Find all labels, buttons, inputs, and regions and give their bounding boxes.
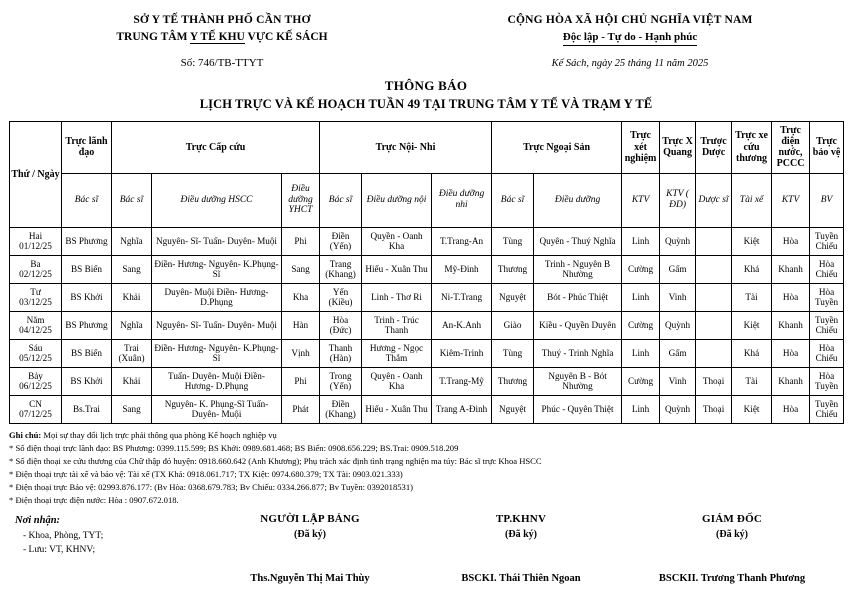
cell-cc-bacsi: Sang [112,255,152,283]
document-header [18,0,834,72]
note-line-2: * Số điện thoại xe cứu thương của Chữ thập đỏ huyện: 0918.660.642 (Anh Khương); Phụ trách xác định tình trạng nghiện ma túy: Bác sĩ trực Khoa HSCC [9,455,542,466]
cell-duoc [696,283,732,311]
cell-ngoaisan-bacsi: Thương [492,367,534,395]
cell-day-date [10,395,62,423]
department-name: SỞ Y TẾ THÀNH PHỐ CẦN THƠ [133,14,311,26]
preparer-name: Ths.Nguyễn Thị Mai Thùy [250,572,370,584]
table-row [10,339,844,367]
cell-cc-bacsi: Khải [112,283,152,311]
cell-duoc: Thoại [696,395,732,423]
cell-cc-dd-hscc: Điền- Hương- Nguyên- K.Phụng- Sĩ [152,255,282,283]
cell-dien-nuoc: Khanh [772,311,810,339]
cell-dien-nuoc: Hòa [772,339,810,367]
cell-xet-nghiem: Cường [622,367,660,395]
cell-cc-bacsi: Trai (Xuân) [112,339,152,367]
cell-ngoaisan-bacsi: Nguyệt [492,283,534,311]
schedule-table-body [10,227,844,423]
cell-ngoaisan-dd: Bót - Phúc Thiệt [534,283,622,311]
cell-noinhi-bacsi: Hòa (Đức) [320,311,362,339]
cell-noinhi-bacsi: Điền (Yến) [320,227,362,255]
cell-xe-cuu-thuong: Khá [732,255,772,283]
cell-noinhi-dd-nhi: T.Trang-Mỹ [432,367,492,395]
subheader-13: KTV [772,173,810,227]
subheader-4: Bác sĩ [320,173,362,227]
header-left-block [18,12,426,72]
cell-bao-ve: Hòa Chiếu [810,339,844,367]
cell-noinhi-dd-noi: Hiếu - Xuân Thu [362,255,432,283]
preparer-signed: (Đã ký) [294,528,326,540]
recipient-item-1: - Lưu: VT, KHNV; [23,544,96,555]
khnv-title: TP.KHNV [495,512,547,525]
cell-cc-dd-yhct: Vịnh [282,339,320,367]
cell-noinhi-dd-nhi: Trang A-Đinh [432,395,492,423]
cell-cc-dd-hscc: Điền- Hương- Nguyên- K.Phụng- Sĩ [152,339,282,367]
note-line-0 [9,429,843,442]
cell-xquang: Gấm [660,339,696,367]
subheader-3: Điều dưỡng YHCT [282,173,320,227]
day-name: Sáu [28,342,43,353]
cell-noinhi-dd-nhi: An-K.Anh [432,311,492,339]
cell-cc-dd-yhct: Hàn [282,311,320,339]
table-row [10,283,844,311]
day-name: CN [29,398,42,409]
signature-column-khnv [421,513,621,584]
cell-bao-ve: Hòa Tuyền [810,367,844,395]
duty-schedule-table [9,121,844,424]
cell-dien-nuoc: Khanh [772,255,810,283]
center-name [18,29,426,46]
day-name: Năm [26,314,45,325]
page-title: THÔNG BÁO [384,77,468,93]
cell-ngoaisan-bacsi: Tùng [492,227,534,255]
cell-cc-bacsi: Nghĩa [112,311,152,339]
signature-column-preparer [199,513,421,584]
cell-bao-ve: Tuyền Chiếu [810,227,844,255]
cell-noinhi-bacsi: Yến (Kiều) [320,283,362,311]
cell-cc-dd-yhct: Sang [282,255,320,283]
cell-cc-dd-yhct: Phi [282,227,320,255]
cell-day-date [10,227,62,255]
cell-lanh-dao: BS Phương [62,227,112,255]
national-motto-wrap [426,29,834,47]
cell-noinhi-dd-nhi: Kiêm-Trinh [432,339,492,367]
day-date: 02/12/25 [19,269,52,280]
khnv-name: BSCKI. Thái Thiên Ngoan [461,572,581,584]
subheader-2: Điều dưỡng HSCC [152,173,282,227]
recipients-block [9,513,199,557]
cell-lanh-dao: BS Phương [62,311,112,339]
cell-xquang: Quỳnh [660,395,696,423]
cell-ngoaisan-dd: Quyên - Thuý Nghĩa [534,227,622,255]
cell-cc-dd-hscc: Nguyên- Sĩ- Tuấn- Duyên- Muội [152,227,282,255]
cell-duoc [696,255,732,283]
day-name: Hai [28,230,43,241]
table-header-group-row [10,121,844,173]
director-name: BSCKII. Trương Thanh Phương [658,572,806,584]
signature-section [9,513,843,584]
notes-intro: Mọi sự thay đổi lịch trực phải thông qua phòng Kế hoạch nghiệp vụ [41,429,277,440]
header-day: Thứ / Ngày [10,121,62,227]
cell-bao-ve: Tuyền Chiếu [810,311,844,339]
header-group-x-quang: Trực X Quang [660,121,696,173]
national-motto: Độc lập - Tự do - Hạnh phúc [563,29,697,47]
cell-xquang: Quỳnh [660,227,696,255]
cell-noinhi-bacsi: Trang (Khang) [320,255,362,283]
cell-bao-ve: Tuyền Chiếu [810,395,844,423]
cell-noinhi-dd-nhi: Mỹ-Đinh [432,255,492,283]
cell-ngoaisan-bacsi: Tùng [492,339,534,367]
cell-bao-ve: Hòa Tuyền [810,283,844,311]
cell-duoc [696,227,732,255]
table-row [10,367,844,395]
cell-lanh-dao: BS Khởi [62,283,112,311]
page-subtitle: LỊCH TRỰC VÀ KẾ HOẠCH TUẦN 49 TẠI TRUNG TÂM Y TẾ VÀ TRẠM Y TẾ [199,96,653,111]
cell-dien-nuoc: Hòa [772,395,810,423]
cell-xet-nghiem: Linh [622,283,660,311]
cell-lanh-dao: Bs.Trai [62,395,112,423]
subheader-11: Dược sĩ [696,173,732,227]
cell-noinhi-bacsi: Điền (Khang) [320,395,362,423]
document-number: Số: 746/TB-TTYT [180,57,264,70]
cell-ngoaisan-dd: Kiều - Quyền Duyên [534,311,622,339]
recipients-title: Nơi nhận: [15,514,61,526]
cell-xe-cuu-thuong: Khá [732,339,772,367]
table-row [10,311,844,339]
header-right-block [426,12,834,72]
cell-ngoaisan-bacsi: Nguyệt [492,395,534,423]
cell-dien-nuoc: Khanh [772,367,810,395]
cell-cc-dd-hscc: Duyên- Muội Điền- Hương- D.Phụng [152,283,282,311]
subheader-7: Bác sĩ [492,173,534,227]
cell-noinhi-dd-noi: Linh - Thơ Ri [362,283,432,311]
cell-cc-dd-hscc: Nguyên- Sĩ- Tuấn- Duyên- Muội [152,311,282,339]
cell-xet-nghiem: Linh [622,227,660,255]
cell-ngoaisan-dd: Thuý - Trinh Nghĩa [534,339,622,367]
day-date: 05/12/25 [19,353,52,364]
note-line-5: * Điện thoại trực điện nước: Hòa : 0907.672.018. [9,494,179,505]
table-row [10,255,844,283]
cell-cc-dd-yhct: Kha [282,283,320,311]
header-group-dien-nuoc-pccc: Trực điện nước, PCCC [772,121,810,173]
subheader-14: BV [810,173,844,227]
cell-bao-ve: Hòa Chiếu [810,255,844,283]
cell-cc-dd-yhct: Phát [282,395,320,423]
center-name-part1: TRUNG TÂM [116,30,190,43]
cell-xe-cuu-thuong: Kiệt [732,227,772,255]
cell-dien-nuoc: Hòa [772,227,810,255]
cell-lanh-dao: BS Biển [62,255,112,283]
cell-noinhi-dd-noi: Quyên - Oanh Kha [362,367,432,395]
place-and-date: Kế Sách, ngày 25 tháng 11 năm 2025 [551,58,709,70]
cell-lanh-dao: BS Khởi [62,367,112,395]
cell-duoc [696,311,732,339]
header-group-duoc: Trược Dược [696,121,732,173]
day-name: Bảy [28,370,43,381]
cell-noinhi-dd-noi: Hiếu - Xuân Thu [362,395,432,423]
cell-ngoaisan-bacsi: Thương [492,255,534,283]
cell-day-date [10,283,62,311]
cell-xe-cuu-thuong: Kiệt [732,395,772,423]
cell-noinhi-dd-nhi: Ni-T.Trang [432,283,492,311]
cell-cc-dd-hscc: Nguyên- K. Phụng-Sĩ Tuấn- Duyên- Muội [152,395,282,423]
preparer-title: NGƯỜI LẬP BẢNG [260,512,360,525]
subheader-0: Bác sĩ [62,173,112,227]
cell-day-date [10,339,62,367]
cell-xet-nghiem: Linh [622,395,660,423]
cell-xquang: Vinh [660,283,696,311]
table-row [10,395,844,423]
day-date: 03/12/25 [19,297,52,308]
signature-column-director [621,513,843,584]
header-group-cap-cuu: Trực Cấp cứu [112,121,320,173]
header-group-noi-nhi: Trực Nội- Nhi [320,121,492,173]
cell-xe-cuu-thuong: Tài [732,283,772,311]
schedule-table-wrap [9,121,843,424]
cell-xquang: Quỳnh [660,311,696,339]
national-title: CỘNG HÒA XÃ HỘI CHỦ NGHĨA VIỆT NAM [507,14,753,26]
header-group-bao-ve: Trực bảo vệ [810,121,844,173]
notes-label: Ghi chú: [9,429,42,440]
subheader-10: KTV ( ĐD) [660,173,696,227]
cell-noinhi-dd-nhi: T.Trang-An [432,227,492,255]
day-date: 01/12/25 [19,241,52,252]
note-line-4: * Điện thoại trực Bảo vệ: 02993.876.177: (Bv Hòa: 0368.679.783; Bv Chiếu: 0334.266.877; Bv Tuyền: 0392018531) [9,481,414,492]
cell-duoc: Thoại [696,367,732,395]
subheader-5: Điều dưỡng nội [362,173,432,227]
header-group-lanh-dao: Trực lãnh đạo [62,121,112,173]
cell-noinhi-dd-noi: Trinh - Trúc Thanh [362,311,432,339]
cell-dien-nuoc: Hòa [772,283,810,311]
note-line-3: * Điện thoại trực tài xế và bảo vệ: Tài xế (TX Khá: 0918.061.717; TX Kiệt: 0974.680.379; TX Tài: 0903.021.333) [9,468,403,479]
recipient-item-0: - Khoa, Phòng, TYT; [23,530,104,541]
director-signed: (Đã ký) [716,528,748,540]
cell-ngoaisan-dd: Trinh - Nguyên B Nhường [534,255,622,283]
cell-duoc [696,339,732,367]
cell-lanh-dao: BS Biển [62,339,112,367]
table-row [10,227,844,255]
cell-xet-nghiem: Cường [622,255,660,283]
center-name-part3: VỰC KẾ SÁCH [244,30,328,43]
header-group-xe-cuu-thuong: Trực xe cứu thương [732,121,772,173]
cell-day-date [10,255,62,283]
cell-ngoaisan-dd: Phúc - Quyên Thiệt [534,395,622,423]
subheader-9: KTV [622,173,660,227]
cell-xquang: Vinh [660,367,696,395]
cell-noinhi-dd-noi: Quyền - Oanh Kha [362,227,432,255]
subheader-1: Bác sĩ [112,173,152,227]
cell-noinhi-bacsi: Trong (Yến) [320,367,362,395]
khnv-signed: (Đã ký) [505,528,537,540]
cell-ngoaisan-bacsi: Giào [492,311,534,339]
cell-day-date [10,311,62,339]
cell-xquang: Gấm [660,255,696,283]
cell-cc-bacsi: Sang [112,395,152,423]
cell-cc-bacsi: Nghĩa [112,227,152,255]
subheader-12: Tài xế [732,173,772,227]
director-title: GIÁM ĐỐC [702,512,762,525]
cell-cc-bacsi: Khải [112,367,152,395]
day-date: 06/12/25 [19,381,52,392]
note-line-1: * Số điện thoại trực lãnh đạo: BS Phương: 0399.115.599; BS Khởi: 0989.681.468; BS Biển: 0908.656.229; BS.Trai: 0909.518.209 [9,442,459,453]
cell-xet-nghiem: Cường [622,311,660,339]
header-group-ngoai-san: Trực Ngoại Sản [492,121,622,173]
day-name: Ba [30,258,41,269]
cell-day-date [10,367,62,395]
subheader-8: Điều dưỡng [534,173,622,227]
cell-ngoaisan-dd: Nguyên B - Bót Nhường [534,367,622,395]
cell-cc-dd-hscc: Tuấn- Duyên- Muội Điền- Hương- D.Phụng [152,367,282,395]
subheader-6: Điều dưỡng nhi [432,173,492,227]
cell-noinhi-dd-noi: Hương - Ngọc Thắm [362,339,432,367]
day-name: Tư [30,286,41,297]
cell-xe-cuu-thuong: Tài [732,367,772,395]
day-date: 04/12/25 [19,325,52,336]
cell-noinhi-bacsi: Thanh (Hàn) [320,339,362,367]
table-header-sub-row [10,173,844,227]
notes-section [9,429,843,507]
center-name-underlined: Y TẾ KHU [189,30,245,43]
cell-xe-cuu-thuong: Kiệt [732,311,772,339]
header-group-xet-nghiem: Trực xét nghiệm [622,121,660,173]
cell-cc-dd-yhct: Phi [282,367,320,395]
cell-xet-nghiem: Linh [622,339,660,367]
day-date: 07/12/25 [19,409,52,420]
